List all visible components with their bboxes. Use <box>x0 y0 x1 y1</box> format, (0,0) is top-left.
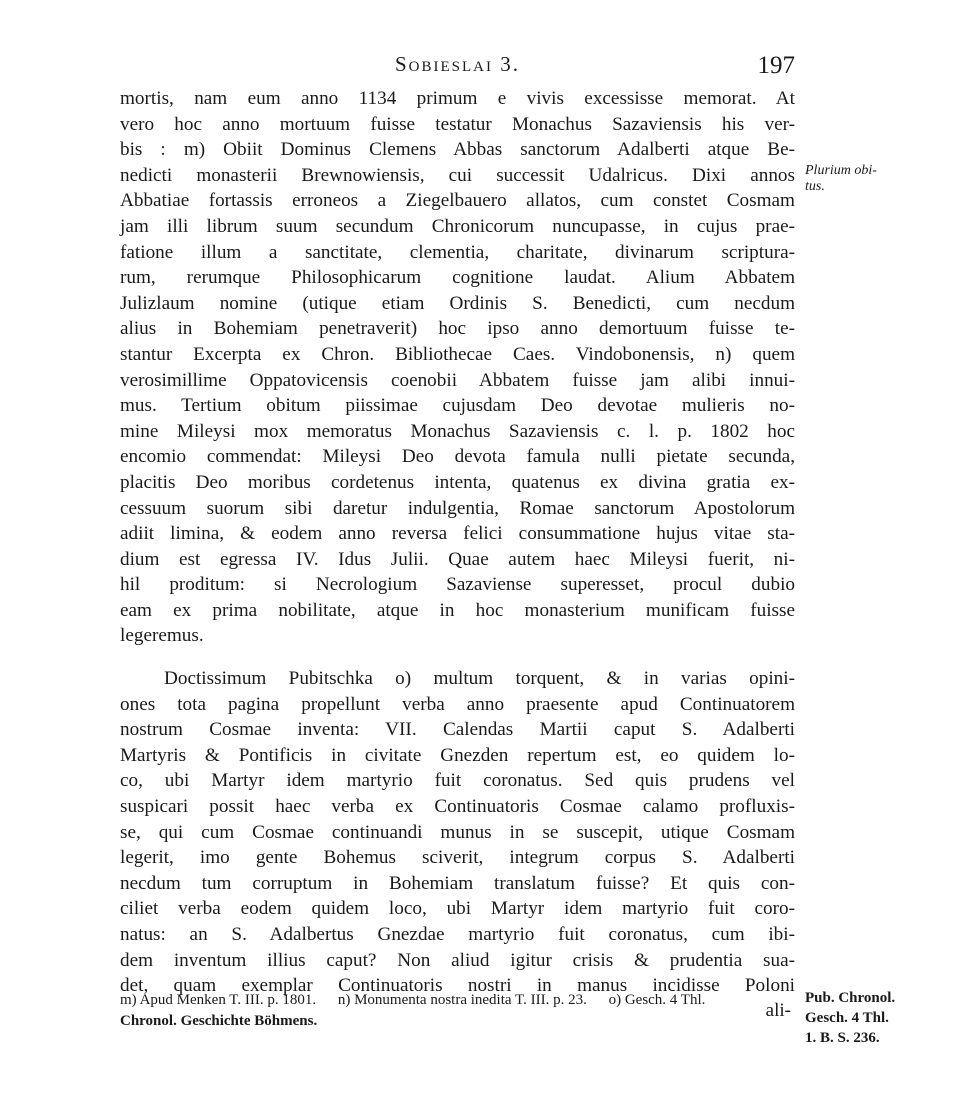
text-line: dium est egressa IV. Idus Julii. Quae autem haec Mileysi fuerit, ni- <box>120 548 795 570</box>
text-line: ones tota pagina propellunt verba anno praesente apud Continuatorem <box>120 693 795 715</box>
text-line: nedicti monasterii Brewnowiensis, cui successit Udalricus. Dixi annos <box>120 164 795 186</box>
text-line: Martyris & Pontificis in civitate Gnezden repertum est, eo quidem lo- <box>120 744 795 766</box>
footnote-m: m) Apud Menken T. III. p. 1801. <box>120 992 317 1008</box>
text-line: fatione illum a sanctitate, clementia, charitate, divinarum scriptura- <box>120 241 795 263</box>
margin-note-line: tus. <box>805 179 825 194</box>
text-line: det, quam exemplar Continuatoris nostri in manus incidisse Poloni <box>120 975 795 997</box>
margin-note-plurium-obitus <box>805 163 955 195</box>
text-line: suspicari possit haec verba ex Continuatoris Cosmae calamo profluxis- <box>120 796 795 818</box>
footnote-n: n) Monumenta nostra inedita T. III. p. 23. <box>337 992 587 1008</box>
text-line: placitis Deo moribus cordetenus intenta, quatenus ex divina gratia ex- <box>120 471 795 493</box>
text-line: mortis, nam eum anno 1134 primum e vivis excessisse memorat. At <box>120 88 795 109</box>
text-line: encomio commendat: Mileysi Deo devota famula nulli pietate secunda, <box>120 446 795 468</box>
text-line: jam illi librum suum secundum Chronicorum nuncupasse, in cujus prae- <box>120 215 795 237</box>
text-line: hil proditum: si Necrologium Sazaviense superesset, procul dubio <box>120 574 795 596</box>
main-text <box>120 86 795 1023</box>
page-number: 197 <box>757 52 795 79</box>
catchword: ali- <box>765 999 791 1021</box>
footnote-o: o) Gesch. 4 Thl. <box>608 992 706 1008</box>
text-line: mine Mileysi mox memoratus Monachus Sazaviensis c. l. p. 1802 hoc <box>120 420 795 442</box>
margin-note-line: Pub. Chronol. <box>805 990 896 1006</box>
text-line: Julizlaum nomine (utique etiam Ordinis S. Benedicti, cum necdum <box>120 292 795 314</box>
text-line: eam ex prima nobilitate, atque in hoc monasterium munificam fuisse <box>120 599 795 621</box>
margin-note-line: Gesch. 4 Thl. <box>805 1010 889 1026</box>
text-line: legerit, imo gente Bohemus sciverit, integrum corpus S. Adalberti <box>120 847 795 869</box>
text-line: adiit limina, & eodem anno reversa felici consummatione hujus vitae sta- <box>120 523 795 545</box>
margin-note-line: 1. B. S. 236. <box>805 1030 880 1046</box>
text-line: se, qui cum Cosmae continuandi munus in se suscepit, utique Cosmam <box>120 821 795 843</box>
running-title: Sobieslai 3. <box>394 52 520 76</box>
margin-note-pubitschka <box>805 988 955 1048</box>
footnotes <box>120 990 795 1032</box>
text-line: cessuum suorum sibi daretur indulgentia, Romae sanctorum Apostolorum <box>120 497 795 519</box>
text-line: nostrum Cosmae inventa: VII. Calendas Martii caput S. Adalberti <box>120 719 795 741</box>
margin-note-line: Plurium obi- <box>805 163 877 178</box>
text-line: bis : m) Obiit Dominus Clemens Abbas sanctorum Adalberti atque Be- <box>120 139 795 161</box>
text-line: rum, rerumque Philosophicarum cognitione laudat. Alium Abbatem <box>120 267 795 289</box>
page-header <box>120 52 795 82</box>
text-line: Abbatiae fortassis erroneos a Ziegelbauero allatos, cum constet Cosmam <box>120 190 795 212</box>
text-line: Doctissimum Pubitschka o) multum torquent, & in varias opini- <box>164 668 795 690</box>
paragraph-1 <box>120 86 795 649</box>
paragraph-2 <box>120 666 795 1023</box>
text-line: natus: an S. Adalbertus Gnezdae martyrio fuit coronatus, cum ibi- <box>120 924 795 945</box>
text-line: necdum tum corruptum in Bohemiam translatum fuisse? Et quis con- <box>120 872 795 894</box>
text-line: mus. Tertium obitum piissimae cujusdam Deo devotae mulieris no- <box>120 395 795 417</box>
text-line: ciliet verba eodem quidem loco, ubi Martyr idem martyrio fuit coro- <box>120 898 795 920</box>
text-line: stantur Excerpta ex Chron. Bibliothecae Caes. Vindobonensis, n) quem <box>120 343 795 365</box>
text-line: verosimillime Oppatovicensis coenobii Abbatem fuisse jam alibi innui- <box>120 369 795 391</box>
footnote-continuation: Chronol. Geschichte Böhmens. <box>120 1013 318 1029</box>
text-line: dem inventum illius caput? Non aliud igitur crisis & prudentia sua- <box>120 949 795 971</box>
text-line: co, ubi Martyr idem martyrio fuit coronatus. Sed quis prudens vel <box>120 770 795 792</box>
text-line: alius in Bohemiam penetraverit) hoc ipso anno demortuum fuisse te- <box>120 318 795 340</box>
text-line: legeremus. <box>120 625 204 647</box>
text-line: vero hoc anno mortuum fuisse testatur Monachus Sazaviensis his ver- <box>120 113 795 135</box>
footnote-line-1 <box>120 990 795 1011</box>
